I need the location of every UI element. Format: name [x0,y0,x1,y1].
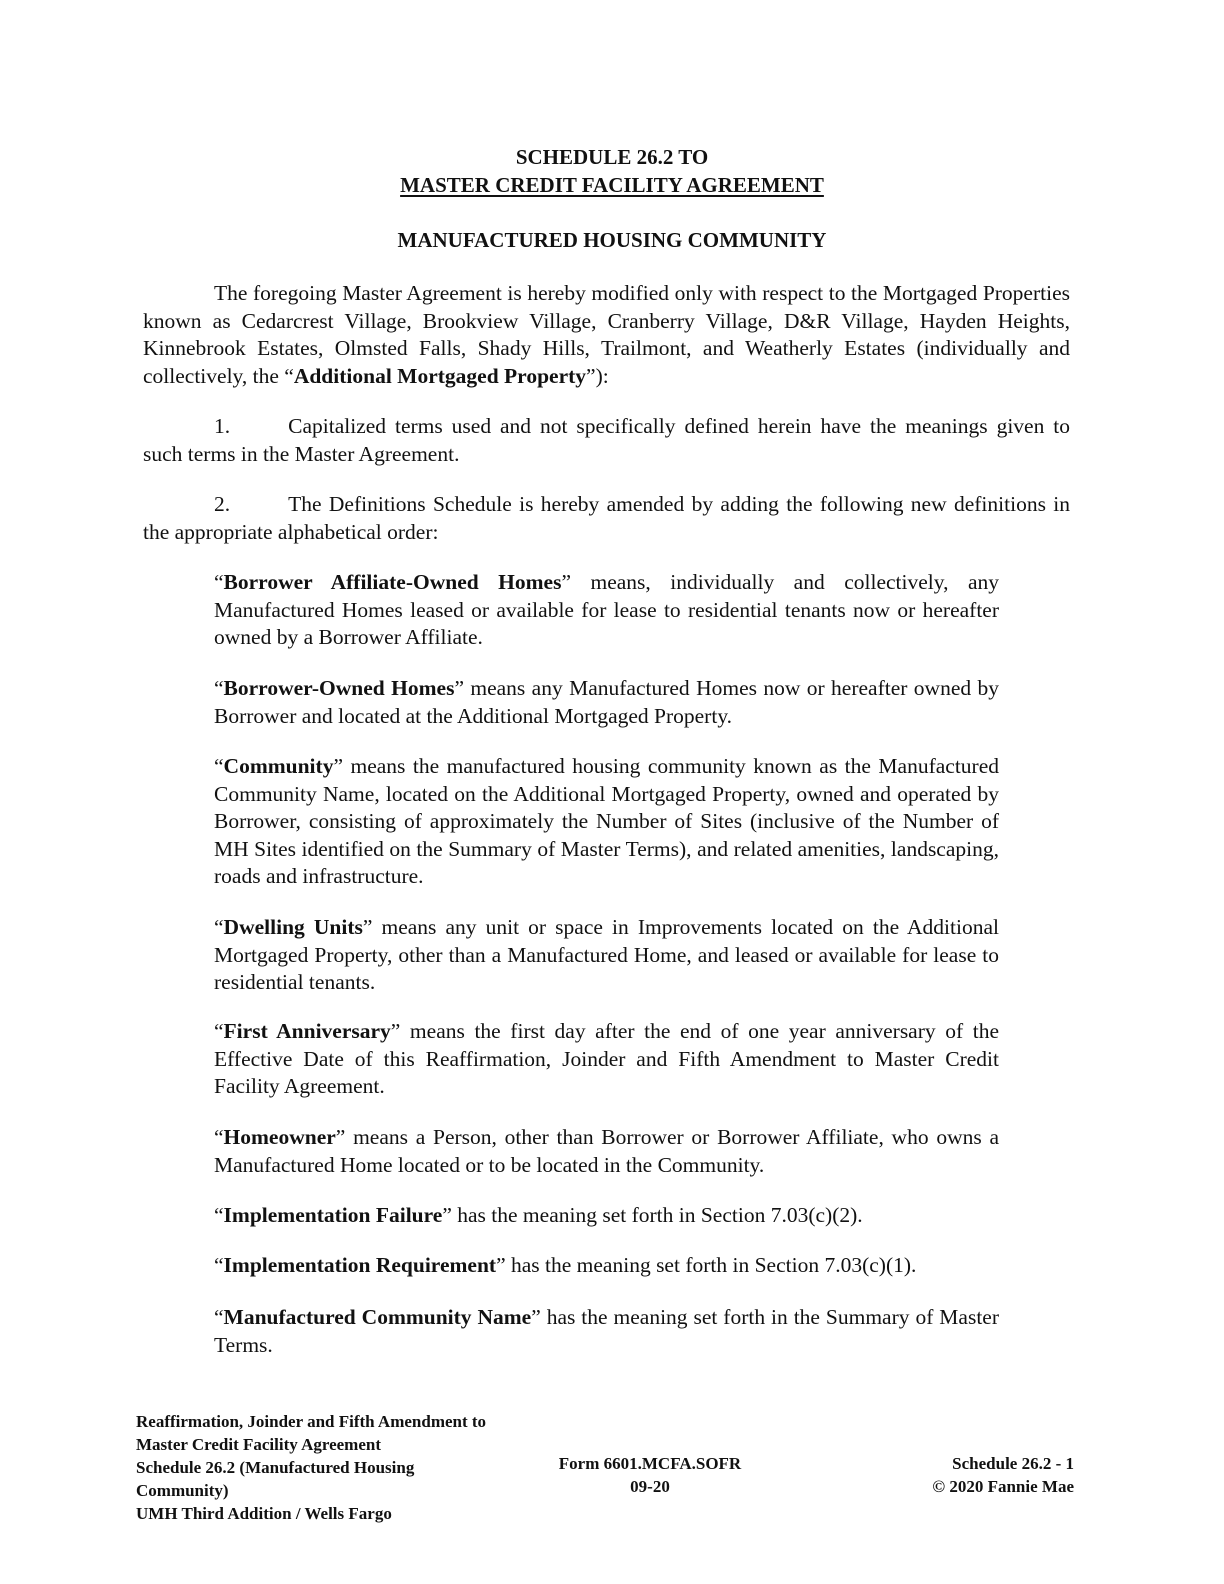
open-quote: “ [214,1019,224,1043]
intro-paragraph [143,280,1070,390]
item-2-number: 2. [214,492,231,516]
defined-term: Dwelling Units [223,915,363,939]
defined-term: First Anniversary [223,1019,391,1043]
definition-text: ” has the meaning set forth in the Summary of Master Terms. [214,1305,999,1357]
defined-term: Manufactured Community Name [223,1305,532,1329]
intro-defined-term: Additional Mortgaged Property [293,363,587,388]
definition-implementation-requirement [214,1252,999,1280]
defined-term: Community [223,754,334,778]
agreement-title [0,171,1224,199]
item-2-text: The Definitions Schedule is hereby amended by adding the following new definitions in the appropriate alphabetical order: [143,492,1070,544]
open-quote: “ [214,915,224,939]
definition-first-anniversary [214,1018,999,1101]
schedule-title: SCHEDULE 26.2 TO [515,145,709,169]
definition-text: ” means any Manufactured Homes now or hereafter owned by Borrower and located at the Additional Mortgaged Property. [214,676,1000,728]
footer-form-date: 09-20 [630,1477,670,1496]
footer-left-line: Master Credit Facility Agreement [136,1435,382,1454]
open-quote: “ [214,676,224,700]
defined-term: Implementation Requirement [223,1253,497,1277]
intro-text-before: The foregoing Master Agreement is hereby modified only with respect to the Mortgaged Properties known as Cedarcrest Village, Brookview Village, Cranberry Village, D&R Village, Hayden Heights, Kinnebrook Estates, Olmsted Falls, Shady Hills, Trailmont, and Weatherly Estates (individually and collectively, the “ [143,281,1070,388]
numbered-item-2 [143,491,1070,546]
definition-text: ” means the manufactured housing community known as the Manufactured Community Name, located on the Additional Mortgaged Property, owned and operated by Borrower, consisting of approximately the Number of Sites (inclusive of the Number of MH Sites identified on the Summary of Master Terms), and related amenities, landscaping, roads and infrastructure. [214,754,999,888]
footer-form-number [520,1452,780,1498]
open-quote: “ [214,754,224,778]
defined-term: Implementation Failure [223,1203,443,1227]
footer-page-number: Schedule 26.2 - 1 [952,1454,1074,1473]
footer-page-info [870,1452,1074,1498]
defined-term: Borrower Affiliate-Owned Homes [223,570,562,594]
defined-term: Borrower-Owned Homes [223,676,455,700]
footer-left-line: UMH Third Addition / Wells Fargo [136,1504,392,1523]
footer-copyright: © 2020 Fannie Mae [932,1477,1074,1496]
numbered-item-1 [143,413,1070,468]
definition-manufactured-community-name [214,1304,999,1359]
definition-text: ” means any unit or space in Improvements located on the Additional Mortgaged Property, other than a Manufactured Home, and leased or available for lease to residential tenants. [214,915,999,994]
section-title: MANUFACTURED HOUSING COMMUNITY [397,228,827,252]
open-quote: “ [214,1253,224,1277]
open-quote: “ [214,1203,224,1227]
definition-implementation-failure [214,1202,999,1230]
open-quote: “ [214,570,224,594]
agreement-title-text: MASTER CREDIT FACILITY AGREEMENT [400,173,824,197]
footer-form-id: Form 6601.MCFA.SOFR [558,1454,742,1473]
definition-borrower-affiliate-owned-homes [214,569,999,652]
definition-text: ” means, individually and collectively, any Manufactured Homes leased or available for lease to residential tenants now or hereafter owned by a Borrower Affiliate. [214,570,999,649]
open-quote: “ [214,1305,224,1329]
definition-borrower-owned-homes [214,675,999,730]
defined-term: Homeowner [223,1125,336,1149]
open-quote: “ [214,1125,224,1149]
definition-dwelling-units [214,914,999,997]
footer-document-title [136,1410,556,1525]
definition-text: ” means a Person, other than Borrower or Borrower Affiliate, who owns a Manufactured Home located or to be located in the Community. [214,1125,999,1177]
item-1-number: 1. [214,414,231,438]
intro-text-after: ”): [586,363,609,388]
item-1-text: Capitalized terms used and not specifically defined herein have the meanings given to such terms in the Master Agreement. [143,414,1070,466]
definition-text: ” means the first day after the end of one year anniversary of the Effective Date of this Reaffirmation, Joinder and Fifth Amendment to Master Credit Facility Agreement. [214,1019,999,1098]
footer-left-line: Community) [136,1481,229,1500]
definition-homeowner [214,1124,999,1179]
definition-text: ” has the meaning set forth in Section 7.03(c)(2). [442,1203,863,1227]
definition-text: ” has the meaning set forth in Section 7.03(c)(1). [496,1253,917,1277]
definition-community [214,753,999,891]
footer-left-line: Reaffirmation, Joinder and Fifth Amendment to [136,1412,487,1431]
footer-left-line: Schedule 26.2 (Manufactured Housing [136,1458,415,1477]
